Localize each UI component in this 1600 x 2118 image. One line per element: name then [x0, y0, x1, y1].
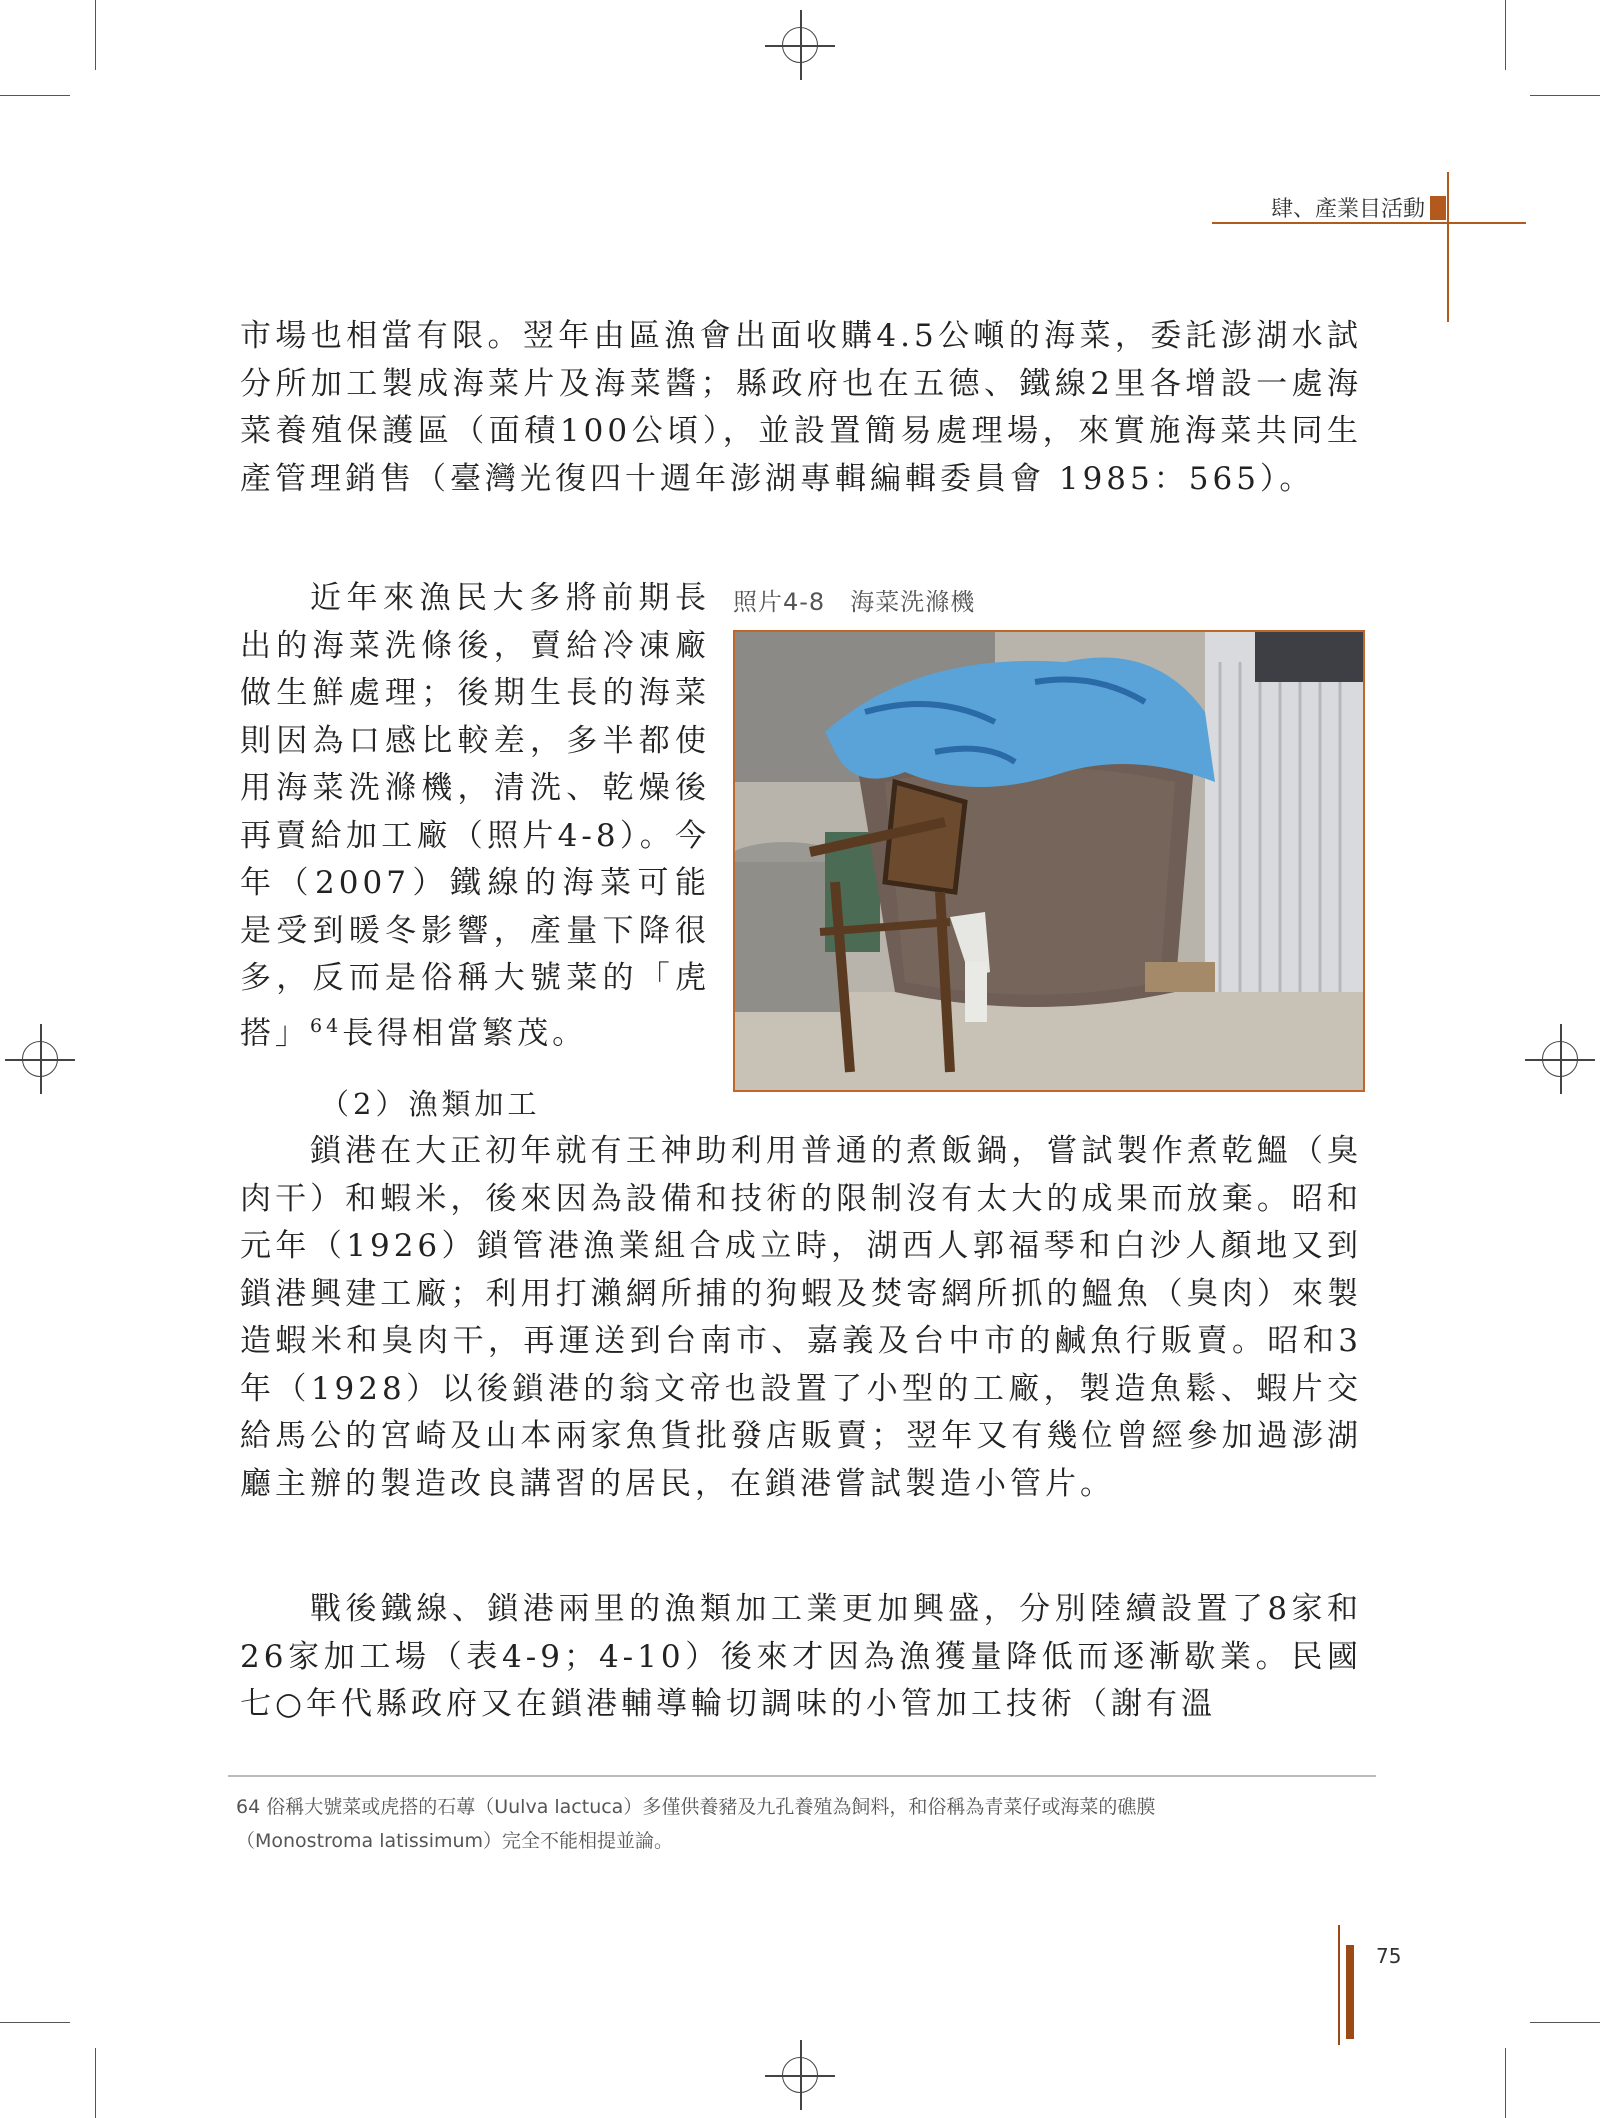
footnote-line-2: （Monostroma latissimum）完全不能相提並論。 [236, 1830, 674, 1852]
page-number: 75 [1376, 1944, 1402, 1968]
paragraph-2-text: 近年來漁民大多將前期長出的海菜洗條後，賣給冷凍廠做生鮮處理；後期生長的海菜則因為口感比較差，多半都使用海菜洗滌機，清洗、乾燥後再賣給加工廠（照片4-8）。今年（2007）鐵線的海菜可能是受到暖冬影響，產量下降很多，反而是俗稱大號菜的「虎搭」 [240, 580, 710, 1051]
crop-mark [1530, 95, 1600, 96]
paragraph-2 [240, 575, 710, 1057]
crop-mark [95, 2048, 96, 2118]
crop-mark [95, 0, 96, 70]
footnote [236, 1790, 1356, 1858]
crop-mark [0, 2022, 70, 2023]
section-subheading: （2）漁類加工 [320, 1087, 541, 1121]
crop-mark [1505, 0, 1506, 70]
paragraph-4: 戰後鐵線、鎖港兩里的漁類加工業更加興盛，分別陸續設置了8家和26家加工場（表4-9；4-10）後來才因為漁獲量降低而逐漸歇業。民國七○年代縣政府又在鎖港輔導輪切調味的小管加工技術（謝有溫 [240, 1591, 1362, 1722]
photo-seaweed-washer [733, 630, 1365, 1092]
header-vertical-rule [1447, 172, 1449, 322]
page-number-bar [1346, 1945, 1354, 2039]
section-header: 肆、產業目活動 [1270, 197, 1425, 222]
paragraph-2-tail: 長得相當繁茂。 [342, 1014, 588, 1051]
paragraph-1: 市場也相當有限。翌年由區漁會出面收購4.5公噸的海菜，委託澎湖水試分所加工製成海菜片及海菜醬；縣政府也在五德、鐵線2里各增設一處海菜養殖保護區（面積100公頃），並設置簡易處理場，來實施海菜共同生產管理銷售（臺灣光復四十週年澎湖專輯編輯委員會 1985：565）。 [240, 318, 1362, 497]
registration-mark-icon [5, 1024, 75, 1094]
header-marker [1430, 196, 1446, 220]
crop-mark [0, 95, 70, 96]
header-rule [1212, 222, 1526, 224]
footnote-line-1: 64 俗稱大號菜或虎搭的石蓴（Uulva lactuca）多僅供養豬及九孔養殖為飼料，和俗稱為青菜仔或海菜的礁膜 [236, 1796, 1156, 1818]
photo-caption: 照片4-8 海菜洗滌機 [733, 588, 976, 616]
footnote-rule [228, 1775, 1376, 1777]
registration-mark-icon [1525, 1024, 1595, 1094]
crop-mark [1505, 2048, 1506, 2118]
crop-mark [1530, 2022, 1600, 2023]
registration-mark-icon [765, 10, 835, 80]
registration-mark-icon [765, 2040, 835, 2110]
footnote-ref[interactable]: 64 [310, 1014, 343, 1037]
paragraph-3: 鎖港在大正初年就有王神助利用普通的煮飯鍋，嘗試製作煮乾鰮（臭肉干）和蝦米，後來因為設備和技術的限制沒有太大的成果而放棄。昭和元年（1926）鎖管港漁業組合成立時，湖西人郭福琴和白沙人顏地又到鎖港興建工廠；利用打瀨網所捕的狗蝦及焚寄網所抓的鰮魚（臭肉）來製造蝦米和臭肉干，再運送到台南市、嘉義及台中市的鹹魚行販賣。昭和3年（1928）以後鎖港的翁文帝也設置了小型的工廠，製造魚鬆、蝦片交給馬公的宮崎及山本兩家魚貨批發店販賣；翌年又有幾位曾經參加過澎湖廳主辦的製造改良講習的居民，在鎖港嘗試製造小管片。 [240, 1133, 1362, 1502]
page-number-rule [1338, 1925, 1340, 2045]
